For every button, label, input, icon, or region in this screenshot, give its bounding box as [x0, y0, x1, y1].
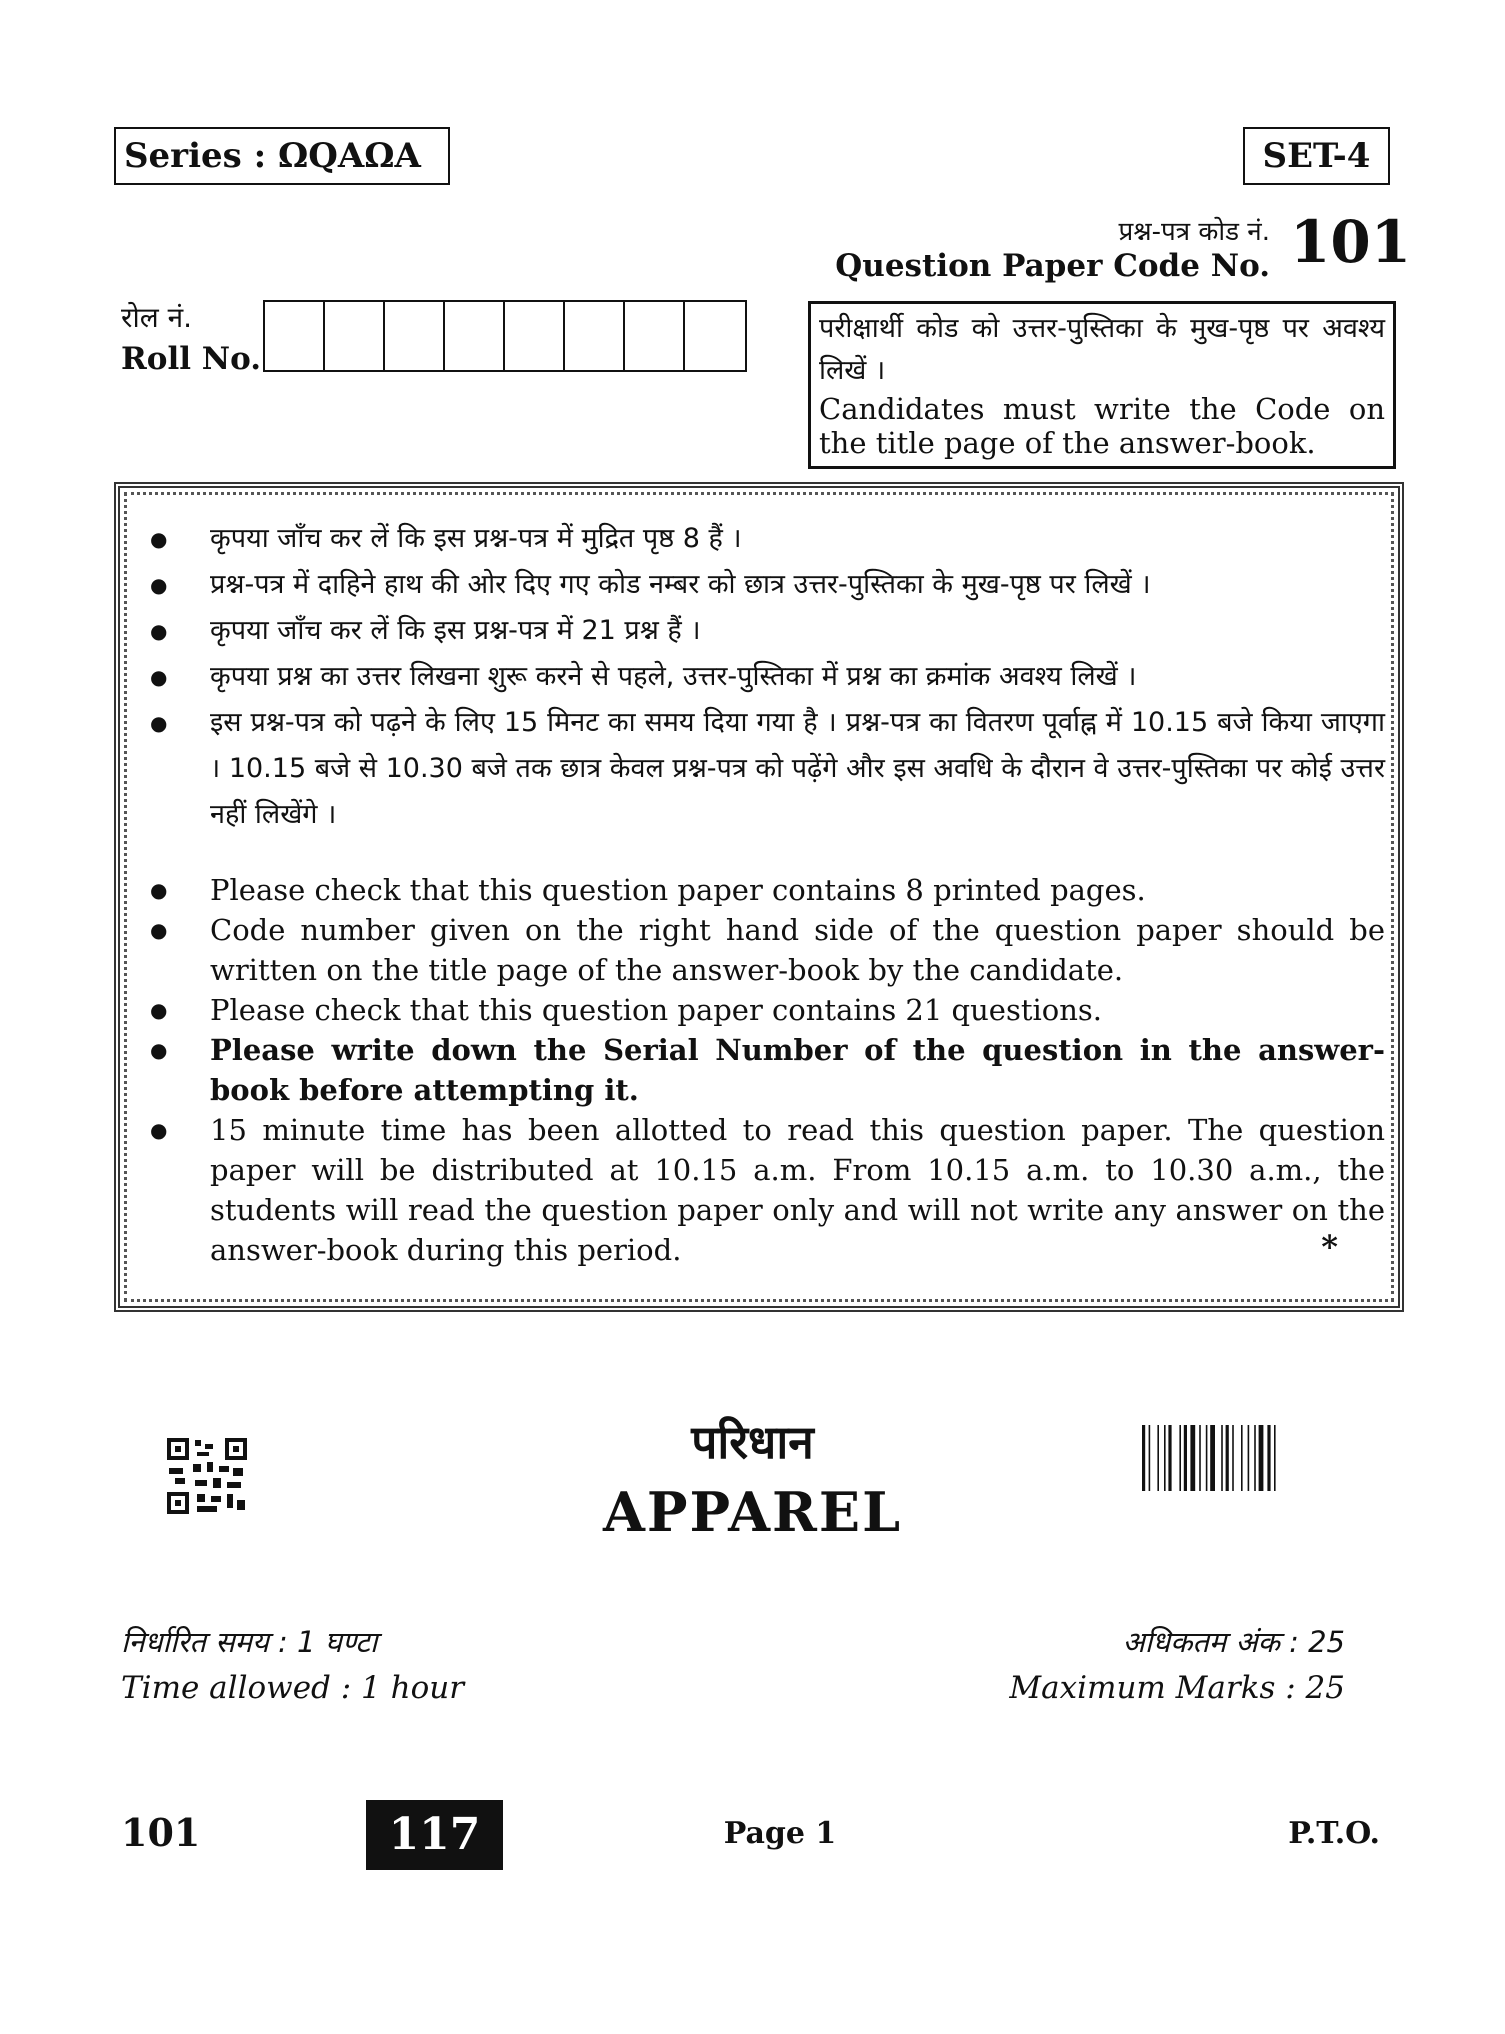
subject-title-en: APPAREL	[602, 1480, 903, 1544]
star-mark: *	[1321, 1228, 1338, 1266]
instruction-item: ● 15 minute time has been allotted to read this question paper. The question paper will be distributed at 10.15 a.m. From 10.15 a.m. to 10.30 a.m., the students will read the question paper only and will not write any answer on the answer-book during this period.	[150, 1110, 1385, 1270]
footer-page-number: Page 1	[723, 1816, 837, 1851]
roll-label-hindi: रोल नं.	[121, 301, 193, 334]
instruction-item: ● प्रश्न-पत्र में दाहिने हाथ की ओर दिए गए कोड नम्बर को छात्र उत्तर-पुस्तिका के मुख-पृष्ठ पर लिखें ।	[150, 562, 1385, 608]
instructions-box	[114, 482, 1404, 1312]
barcode-icon	[1140, 1425, 1380, 1491]
subject-title-hindi: परिधान	[691, 1415, 814, 1469]
series-label: Series : ΩQAΩA	[114, 127, 450, 185]
instructions-hindi	[150, 516, 1385, 838]
roll-cell[interactable]	[625, 302, 685, 370]
time-allowed-hindi: निर्धारित समय : 1 घण्टा	[121, 1625, 378, 1659]
instructions-en	[150, 870, 1385, 1270]
instruction-item: ● Please check that this question paper contains 8 printed pages.	[150, 870, 1385, 910]
footer-number-badge: 117	[366, 1800, 503, 1870]
instruction-item: ● कृपया प्रश्न का उत्तर लिखना शुरू करने से पहले, उत्तर-पुस्तिका में प्रश्न का क्रमांक अवश्य लिखें ।	[150, 654, 1385, 700]
instruction-item: ● Please check that this question paper contains 21 questions.	[150, 990, 1385, 1030]
footer-code: 101	[121, 1810, 201, 1855]
max-marks-hindi: अधिकतम अंक : 25	[1122, 1625, 1345, 1659]
instruction-item: ● Code number given on the right hand side of the question paper should be written on the title page of the answer-book by the candidate.	[150, 910, 1385, 990]
roll-cell[interactable]	[265, 302, 325, 370]
footer-pto: P.T.O.	[1288, 1816, 1380, 1851]
instruction-item: ● Please write down the Serial Number of the question in the answer-book before attempting it.	[150, 1030, 1385, 1110]
candidate-note-en: Candidates must write the Code on the title page of the answer-book.	[819, 392, 1385, 460]
instruction-item: ● कृपया जाँच कर लें कि इस प्रश्न-पत्र में 21 प्रश्न हैं ।	[150, 608, 1385, 654]
roll-cell[interactable]	[505, 302, 565, 370]
instruction-item: ● इस प्रश्न-पत्र को पढ़ने के लिए 15 मिनट का समय दिया गया है । प्रश्न-पत्र का वितरण पूर्वाह्न में 10.15 बजे किया जाएगा । 10.15 बजे से 10.30 बजे तक छात्र केवल प्रश्न-पत्र को पढ़ेंगे और इस अवधि के दौरान वे उत्तर-पुस्तिका पर कोई उत्तर नहीं लिखेंगे ।	[150, 700, 1385, 838]
roll-label-en: Roll No.	[121, 341, 262, 377]
roll-cell[interactable]	[385, 302, 445, 370]
qr-code-icon	[167, 1438, 247, 1514]
roll-cell[interactable]	[685, 302, 745, 370]
set-label: SET-4	[1243, 127, 1390, 185]
candidate-note-box	[808, 301, 1396, 469]
roll-cell[interactable]	[565, 302, 625, 370]
roll-cell[interactable]	[325, 302, 385, 370]
qp-code-label-en: Question Paper Code No.	[835, 248, 1270, 284]
qp-code: 101	[1290, 208, 1412, 276]
roll-cell[interactable]	[445, 302, 505, 370]
time-allowed-en: Time allowed : 1 hour	[121, 1670, 465, 1706]
instruction-item: ● कृपया जाँच कर लें कि इस प्रश्न-पत्र में मुद्रित पृष्ठ 8 हैं ।	[150, 516, 1385, 562]
qp-code-label-hindi: प्रश्न-पत्र कोड नं.	[1118, 217, 1270, 247]
roll-number-boxes[interactable]	[263, 300, 747, 372]
max-marks-en: Maximum Marks : 25	[1009, 1670, 1345, 1706]
candidate-note-hindi: परीक्षार्थी कोड को उत्तर-पुस्तिका के मुख-पृष्ठ पर अवश्य लिखें ।	[819, 313, 1385, 386]
